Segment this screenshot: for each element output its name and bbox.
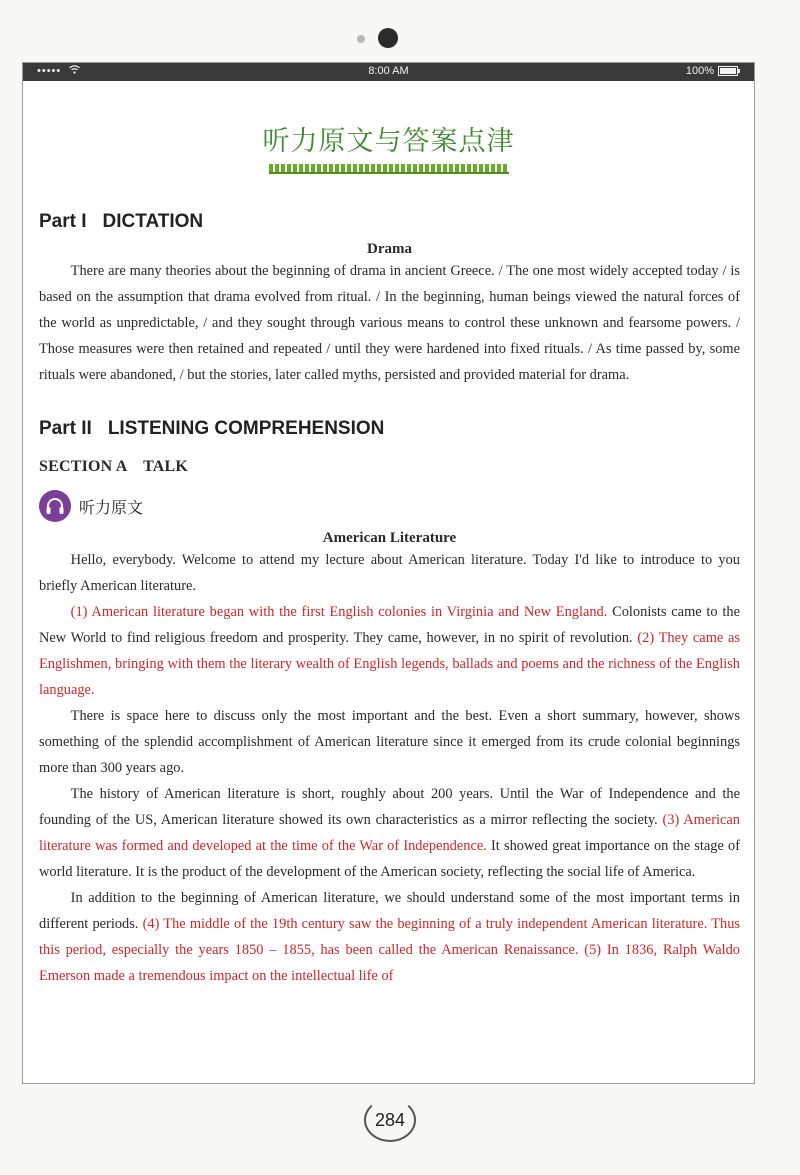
answer-1: (1) American literature began with the first English colonies in Virginia and New England. [70,604,608,620]
headphones-icon [39,490,71,522]
part1-title: DICTATION [102,211,204,232]
part2-label: Part II [39,418,92,439]
paragraph-2 [39,599,740,703]
paragraph-2-text: Colonists came to the New World to find religious freedom and prosperity. They came, however, in no spirit of revolution. [39,604,740,646]
paragraph-3: There is space here to discuss only the most important and the best. Even a short summary, however, shows something of the splendid accomplishment of American literature since it emerged from its crude colonial beginnings more than 300 years ago. [39,708,740,776]
battery-fill [720,68,736,74]
paragraph-4-text-b: It showed great importance on the stage of world literature. It is the product of the development of the American society, reflecting the social life of America. [39,838,740,880]
paragraph-4-text-a: The history of American literature is short, roughly about 200 years. Until the War of Independence and the founding of the US, American literature showed its own characteristics as a mirror reflecting the society. [39,786,740,828]
signal-strength: ••••• [37,65,62,77]
part1-heading [39,211,740,233]
listening-script-label [39,490,740,522]
dictation-passage: There are many theories about the beginning of drama in ancient Greece. / The one most widely accepted today / is based on the assumption that drama evolved from ritual. / In the beginning, human beings viewed the natural forces of the world as unpredictable, / and they sought through various means to control these unknown and fearsome powers. / Those measures were then retained and repeated / until they were hardened into fixed rituals. / As time passed by, some rituals were abandoned, / but the stories, later called myths, persisted and provided material for drama. [39,263,740,383]
page-number: 284 [364,1098,416,1142]
answer-2: (2) They came as Englishmen, bringing with them the literary wealth of English legends, ballads and poems and the richness of the English language. [39,630,740,698]
status-time: 8:00 AM [368,65,409,77]
answer-4-5: (4) The middle of the 19th century saw the beginning of a truly independent American literature. Thus this period, especially the years 1850 – 1855, has been called the American Renaissance. (5) In 1836, Ralph Waldo Emerson made a tremendous impact on the intellectual life of [39,916,741,984]
american-literature-title: American Literature [322,530,457,546]
sensor-dot [357,35,365,43]
battery-icon [718,66,738,76]
status-bar [23,63,754,81]
title-underline [269,164,509,174]
paragraph-4 [39,781,740,885]
paragraph-5 [39,885,740,989]
paragraph-5-text: In addition to the beginning of American literature, we should understand some of the most important terms in different periods. [39,890,740,932]
drama-title: Drama [367,241,412,257]
part2-title: LISTENING COMPREHENSION [107,418,385,439]
listen-label: 听力原文 [79,497,144,517]
section-a-title: SECTION A TALK [39,458,189,475]
part2-heading [39,418,740,440]
answer-3: (3) American literature was formed and developed at the time of the War of Independence. [39,812,740,854]
page-title: 听力原文与答案点津 [262,126,515,157]
camera-lens [378,28,398,48]
tablet-screen [22,62,755,1084]
part1-label: Part I [39,211,87,232]
battery-percent: 100% [685,65,714,77]
page-content [23,211,754,989]
device-camera [0,28,800,52]
paragraph-1: Hello, everybody. Welcome to attend my lecture about American literature. Today I'd like to introduce to you briefly American literature. [39,552,740,594]
